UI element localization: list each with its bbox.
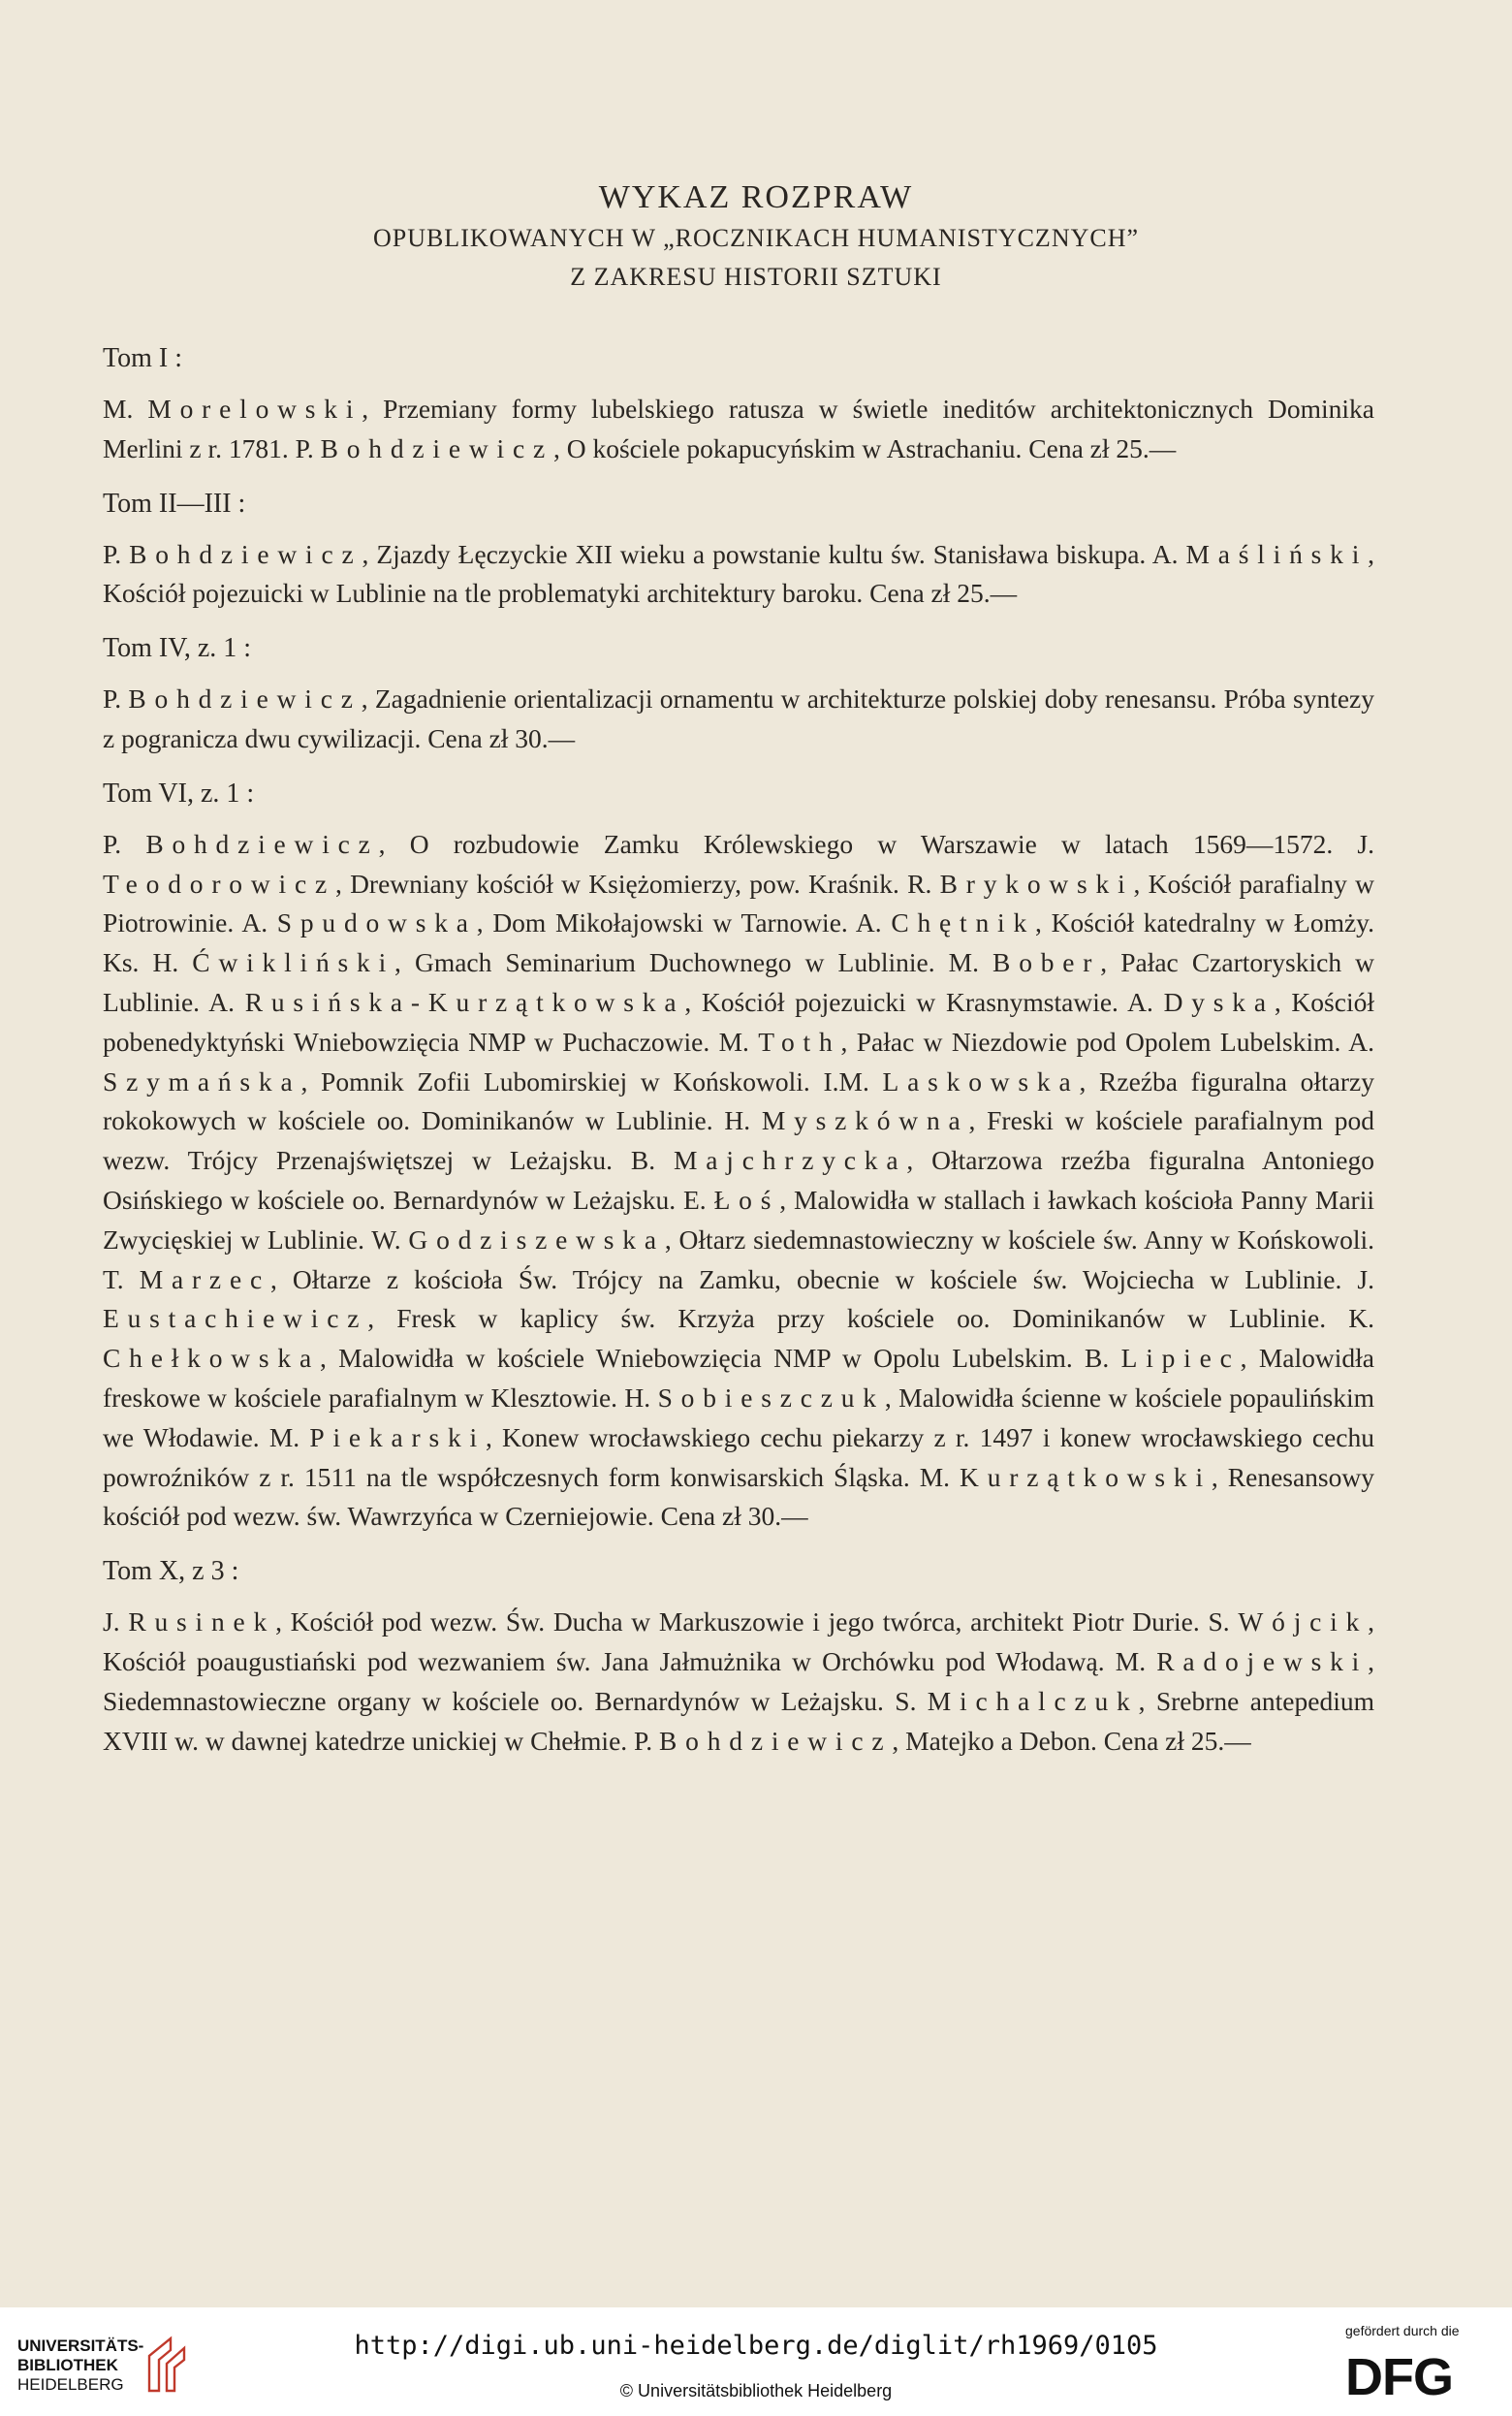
author-name: Morelowski	[147, 394, 362, 424]
document-heading	[0, 176, 1512, 297]
entry-text: , Kościół pojezuicki w Lublinie na tle problematyki architektury baroku. Cena zł 25.—	[103, 538, 1375, 609]
volume-entries	[103, 1603, 1374, 1761]
library-line-3: HEIDELBERG	[17, 2375, 124, 2394]
author-name: Chętnik	[891, 907, 1036, 938]
volume-label: Tom X, z 3 :	[103, 1556, 239, 1587]
author-name: Marzec	[139, 1263, 270, 1294]
library-line-2: BIBLIOTHEK	[17, 2356, 118, 2374]
source-url-link[interactable]: http://digi.ub.uni-heidelberg.de/diglit/rh1969/0105	[354, 2331, 1158, 2361]
entry-text: , Ołtarze z kościoła Św. Trójcy na Zamku, obecnie w kościele św. Wojciecha w Lublinie. J.	[269, 1263, 1374, 1294]
author-name: Toth	[758, 1026, 841, 1057]
author-name: Łoś	[713, 1184, 780, 1215]
entry-text: , Konew wrocławskiego cechu piekarzy z r. 1497 i konew wrocławskiego cechu powroźników z r. 1511 na tle współczesnych form konwisarskich Śląska. M.	[103, 1421, 1374, 1492]
author-name: Bohdziewicz	[145, 828, 379, 859]
funding-caption: gefördert durch die	[1345, 2323, 1460, 2338]
volume-entries	[103, 825, 1374, 1537]
entry-text: , Kościół pojezuicki w Krasnymstawie. A.	[684, 986, 1164, 1017]
author-name: Bohdziewicz	[659, 1725, 893, 1756]
entry-text: , Drewniany kościół w Księżomierzy, pow. Kraśnik. R.	[334, 868, 940, 899]
library-line-1: UNIVERSITÄTS-	[17, 2337, 144, 2355]
heading-title: WYKAZ ROZPRAW	[598, 179, 914, 215]
volume-label: Tom VI, z. 1 :	[103, 778, 255, 809]
entry-text: P.	[103, 538, 130, 569]
author-name: Maśliński	[1185, 538, 1369, 569]
entry-text: , Malowidła w kościele Wniebowzięcia NMP w Opolu Lubelskim. B.	[319, 1343, 1121, 1374]
entry-text: , Freski w kościele parafialnym pod wezw. Trójcy Przenajświętszej w Leżajsku. B.	[103, 1105, 1374, 1176]
author-name: Lipiec	[1120, 1343, 1241, 1374]
copyright-notice: © Universitätsbibliothek Heidelberg	[619, 2381, 893, 2400]
volume-entries	[103, 535, 1374, 615]
volume-label: Tom IV, z. 1 :	[103, 633, 252, 664]
footer-bar	[0, 2307, 1512, 2416]
author-name: Godziszewska	[408, 1224, 665, 1255]
author-name: Michalczuk	[927, 1685, 1139, 1716]
entry-text: , O kościele pokapucyńskim w Astrachaniu. Cena zł 25.—	[552, 432, 1177, 463]
entry-text: , Rzeźba figuralna ołtarzy rokokowych w kościele oo. Dominikanów w Lublinie. H.	[103, 1065, 1374, 1136]
author-name: Bober	[992, 947, 1101, 978]
entry-text: , Malowidła w stallach i ławkach kościoła Panny Marii Zwycięskiej w Lublinie. W.	[103, 1184, 1374, 1255]
author-name: Dyska	[1163, 986, 1275, 1017]
entry-text: , Kościół pobenedyktyński Wniebowzięcia NMP w Puchaczowie. M.	[103, 986, 1374, 1057]
entry-text: J.	[103, 1606, 129, 1637]
author-name: Szymańska	[103, 1065, 301, 1097]
author-name: Piekarski	[309, 1421, 486, 1452]
entry-text: , Fresk w kaplicy św. Krzyża przy kościele oo. Dominikanów w Lublinie. K.	[367, 1303, 1374, 1334]
heading-subtitle: OPUBLIKOWANYCH W „ROCZNIKACH HUMANISTYCZNYCH”	[372, 224, 1140, 252]
entry-text: , Malowidła ścienne w kościele popaulińskim we Włodawie. M.	[103, 1382, 1374, 1452]
entry-text: M.	[103, 394, 148, 424]
author-name: Bohdziewicz	[128, 683, 362, 715]
heading-subtitle-2: Z ZAKRESU HISTORII SZTUKI	[570, 263, 942, 291]
entry-text: , Pałac Czartoryskich w Lublinie. A.	[103, 947, 1374, 1017]
entry-text: , Kościół pod wezw. Św. Ducha w Markuszowie i jego twórca, architekt Piotr Durie. S.	[275, 1606, 1239, 1637]
author-name: Laskowska	[882, 1065, 1080, 1097]
author-name: Brykowski	[939, 868, 1134, 899]
author-name: Sobieszczuk	[657, 1382, 885, 1413]
entry-text: , Siedemnastowieczne organy w kościele oo. Bernardynów w Leżajsku. S.	[103, 1645, 1374, 1716]
entry-text: , Pomnik Zofii Lubomirskiej w Końskowoli. I.M.	[300, 1065, 883, 1097]
author-name: Bohdziewicz	[320, 432, 553, 463]
entry-text: , Malowidła freskowe w kościele parafialnym w Klesztowie. H.	[103, 1343, 1374, 1413]
entry-text: , Ołtarz siedemnastowieczny w kościele św. Anny w Końskowoli. T.	[103, 1224, 1374, 1294]
author-name: Kurzątkowski	[960, 1461, 1212, 1492]
entry-text: P.	[103, 828, 146, 859]
entry-text: , O rozbudowie Zamku Królewskiego w Warszawie w latach 1569—1572. J.	[378, 828, 1374, 859]
author-name: Radojewski	[1156, 1645, 1369, 1676]
entry-text: , Pałac w Niezdowie pod Opolem Lubelskim. A.	[840, 1026, 1374, 1057]
entry-text: , Srebrne antepedium XVIII w. w dawnej katedrze unickiej w Chełmie. P.	[103, 1685, 1374, 1756]
entry-text: , Ołtarzowa rzeźba figuralna Antoniego Osińskiego w kościele oo. Bernardynów w Leżajsku. E.	[103, 1145, 1375, 1215]
author-name: Chełkowska	[103, 1343, 320, 1374]
author-name: Wójcik	[1238, 1606, 1369, 1637]
entry-text: , Kościół parafialny w Piotrowinie. A.	[103, 868, 1374, 938]
author-name: Eustachiewicz	[103, 1303, 368, 1334]
author-name: Spudowska	[276, 907, 477, 938]
entry-text: , Matejko a Debon. Cena zł 25.—	[892, 1725, 1251, 1756]
entry-text: , Kościół poaugustiański pod wezwaniem św. Jana Jałmużnika w Orchówku pod Włodawą. M.	[103, 1606, 1375, 1676]
author-name: Rusinek	[128, 1606, 276, 1637]
author-name: Ćwikliński	[192, 947, 395, 978]
volume-label: Tom II—III :	[103, 488, 246, 519]
author-name: Teodorowicz	[103, 868, 335, 899]
volume-entries	[103, 390, 1374, 469]
author-name: Bohdziewicz	[129, 538, 362, 569]
publication-list	[103, 339, 1374, 1761]
entry-text: , Kościół katedralny w Łomży. Ks. H.	[103, 907, 1375, 978]
entry-text: , Przemiany formy lubelskiego ratusza w świetle ineditów architektonicznych Dominika Merlini z r. 1781. P.	[103, 394, 1375, 463]
author-name: Myszkówna	[761, 1105, 969, 1136]
dfg-logo: DFG	[1345, 2348, 1453, 2406]
entry-text: P.	[103, 683, 129, 715]
entry-text: , Gmach Seminarium Duchownego w Lublinie. M.	[394, 947, 993, 978]
volume-entries	[103, 680, 1374, 759]
volume-label: Tom I :	[103, 343, 183, 373]
entry-text: , Zagadnienie orientalizacji ornamentu w architekturze polskiej doby renesansu. Próba syntezy z pogranicza dwu cywilizacji. Cena zł 30.—	[103, 683, 1375, 753]
author-name: Rusińska-Kurzątkowska	[244, 986, 685, 1017]
entry-text: , Dom Mikołajowski w Tarnowie. A.	[476, 907, 892, 938]
entry-text: , Renesansowy kościół pod wezw. św. Wawrzyńca w Czerniejowie. Cena zł 30.—	[103, 1461, 1374, 1532]
entry-text: , Zjazdy Łęczyckie XII wieku a powstanie kultu św. Stanisława biskupa. A.	[362, 538, 1186, 569]
author-name: Majchrzycka	[674, 1145, 907, 1176]
